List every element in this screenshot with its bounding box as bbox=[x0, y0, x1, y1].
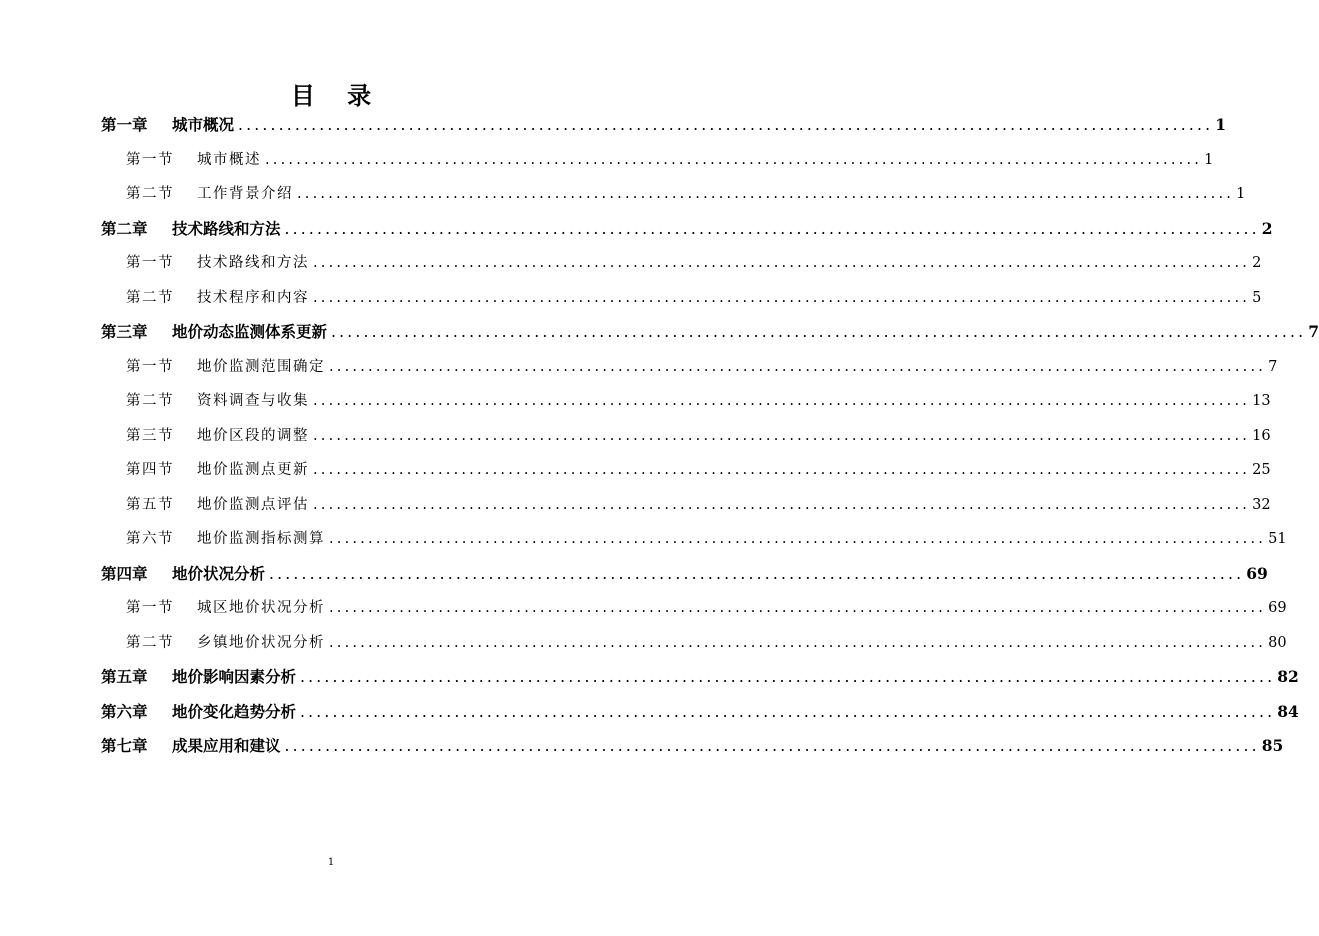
toc-entry-number: 第一节 bbox=[126, 255, 174, 271]
toc-entry-number: 第一节 bbox=[126, 358, 174, 375]
toc-entry-page: 7 bbox=[1308, 322, 1319, 341]
toc-dot-leader: ........................................................................................................................ bbox=[313, 393, 1251, 409]
toc-entry-title: 地价影响因素分析 bbox=[172, 667, 297, 686]
toc-entry-page: 2 bbox=[1252, 255, 1262, 271]
toc-entry-number: 第一节 bbox=[126, 151, 174, 168]
toc-chapter-entry[interactable] bbox=[101, 315, 1319, 350]
toc-chapter-entry[interactable] bbox=[101, 557, 1268, 592]
toc-entry-number: 第七章 bbox=[101, 736, 148, 755]
toc-entry-number: 第二节 bbox=[126, 186, 174, 202]
toc-entry-number: 第三节 bbox=[126, 427, 174, 444]
toc-dot-leader: ........................................................................................................................ bbox=[300, 668, 1276, 686]
toc-entry-number: 第四节 bbox=[126, 462, 174, 478]
toc-entry-title: 城区地价状况分析 bbox=[197, 600, 325, 616]
toc-dot-leader: ........................................................................................................................ bbox=[300, 702, 1276, 721]
toc-entry-title: 城市概况 bbox=[172, 115, 235, 134]
toc-entry-title: 地价动态监测体系更新 bbox=[172, 322, 328, 341]
toc-dot-leader: ........................................................................................................................ bbox=[313, 289, 1251, 306]
toc-entry-page: 13 bbox=[1252, 393, 1271, 409]
toc-entry-page: 2 bbox=[1261, 218, 1273, 238]
toc-entry-number: 第二节 bbox=[126, 289, 174, 306]
toc-entry-number: 第四章 bbox=[101, 563, 148, 583]
toc-section-entry[interactable] bbox=[101, 281, 1262, 316]
toc-section-entry[interactable] bbox=[101, 591, 1287, 626]
toc-entry-title: 地价变化趋势分析 bbox=[172, 701, 297, 721]
toc-entry-number: 第六节 bbox=[126, 531, 174, 547]
toc-entry-page: 1 bbox=[1204, 151, 1214, 168]
toc-dot-leader: ........................................................................................................................ bbox=[297, 186, 1235, 202]
toc-entry-number: 第一章 bbox=[101, 115, 148, 134]
toc-section-entry[interactable] bbox=[101, 177, 1246, 212]
toc-section-entry[interactable] bbox=[101, 419, 1271, 454]
toc-section-entry[interactable] bbox=[101, 143, 1214, 178]
toc-chapter-entry[interactable] bbox=[101, 695, 1299, 730]
toc-entry-title: 技术路线和方法 bbox=[197, 255, 309, 271]
toc-chapter-entry[interactable] bbox=[101, 108, 1227, 143]
toc-section-entry[interactable] bbox=[101, 350, 1278, 385]
toc-dot-leader: ........................................................................................................................ bbox=[313, 255, 1251, 271]
toc-entry-page: 85 bbox=[1261, 736, 1284, 755]
toc-dot-leader: ........................................................................................................................ bbox=[284, 737, 1260, 755]
toc-section-entry[interactable] bbox=[101, 522, 1287, 557]
toc-entry-number: 第二章 bbox=[101, 218, 148, 238]
toc-entry-number: 第五节 bbox=[126, 496, 174, 513]
toc-entry-page: 5 bbox=[1252, 289, 1262, 306]
toc-section-entry[interactable] bbox=[101, 626, 1287, 661]
toc-entry-title: 地价状况分析 bbox=[172, 563, 266, 583]
toc-entry-page: 7 bbox=[1268, 358, 1278, 375]
toc-chapter-entry[interactable] bbox=[101, 660, 1299, 695]
toc-title: 目 录 bbox=[290, 81, 384, 110]
toc-dot-leader: ........................................................................................................................ bbox=[313, 462, 1251, 478]
toc-entry-page: 80 bbox=[1268, 634, 1287, 651]
toc-entry-page: 1 bbox=[1236, 186, 1246, 202]
toc-section-entry[interactable] bbox=[101, 246, 1262, 281]
toc-dot-leader: ........................................................................................................................ bbox=[329, 531, 1267, 547]
toc-entry-page: 82 bbox=[1277, 667, 1299, 686]
toc-dot-leader: ........................................................................................................................ bbox=[284, 219, 1260, 238]
toc-entry-number: 第六章 bbox=[101, 701, 148, 721]
toc-entry-page: 51 bbox=[1268, 531, 1287, 547]
toc-entry-page: 25 bbox=[1252, 462, 1271, 478]
toc-entry-title: 城市概述 bbox=[197, 151, 261, 168]
toc-entry-page: 84 bbox=[1277, 701, 1299, 721]
toc-dot-leader: ........................................................................................................................ bbox=[329, 600, 1267, 616]
toc-entry-number: 第三章 bbox=[101, 322, 148, 341]
toc-dot-leader: ........................................................................................................................ bbox=[265, 151, 1203, 168]
toc-entry-page: 69 bbox=[1268, 600, 1287, 616]
toc-dot-leader: ........................................................................................................................ bbox=[313, 496, 1251, 513]
toc-section-entry[interactable] bbox=[101, 488, 1271, 523]
toc-entry-title: 工作背景介绍 bbox=[197, 186, 293, 202]
toc-entry-page: 69 bbox=[1246, 563, 1268, 583]
toc-entry-title: 技术路线和方法 bbox=[172, 218, 281, 238]
toc-entry-title: 地价监测指标测算 bbox=[197, 531, 325, 547]
toc-dot-leader: ........................................................................................................................ bbox=[329, 358, 1267, 375]
toc-entry-page: 32 bbox=[1252, 496, 1271, 513]
toc-dot-leader: ........................................................................................................................ bbox=[238, 116, 1214, 134]
page-number: 1 bbox=[327, 857, 335, 868]
toc-entry-number: 第一节 bbox=[126, 600, 174, 616]
toc-section-entry[interactable] bbox=[101, 453, 1271, 488]
toc-entry-page: 16 bbox=[1252, 427, 1271, 444]
toc-entry-number: 第五章 bbox=[101, 667, 148, 686]
toc-dot-leader: ........................................................................................................................ bbox=[313, 427, 1251, 444]
toc-entry-number: 第二节 bbox=[126, 393, 174, 409]
toc-chapter-entry[interactable] bbox=[101, 212, 1273, 247]
table-of-contents bbox=[101, 108, 1319, 764]
toc-entry-title: 成果应用和建议 bbox=[172, 736, 281, 755]
toc-entry-number: 第二节 bbox=[126, 634, 174, 651]
toc-entry-title: 地价监测范围确定 bbox=[197, 358, 325, 375]
toc-entry-title: 地价监测点更新 bbox=[197, 462, 309, 478]
toc-dot-leader: ........................................................................................................................ bbox=[269, 564, 1245, 583]
toc-entry-title: 地价区段的调整 bbox=[197, 427, 309, 444]
toc-entry-title: 乡镇地价状况分析 bbox=[197, 634, 325, 651]
toc-entry-title: 地价监测点评估 bbox=[197, 496, 309, 513]
toc-chapter-entry[interactable] bbox=[101, 729, 1284, 764]
toc-entry-title: 资料调查与收集 bbox=[197, 393, 309, 409]
toc-section-entry[interactable] bbox=[101, 384, 1271, 419]
toc-dot-leader: ........................................................................................................................ bbox=[331, 323, 1307, 341]
toc-dot-leader: ........................................................................................................................ bbox=[329, 634, 1267, 651]
toc-entry-page: 1 bbox=[1215, 115, 1227, 134]
toc-entry-title: 技术程序和内容 bbox=[197, 289, 309, 306]
